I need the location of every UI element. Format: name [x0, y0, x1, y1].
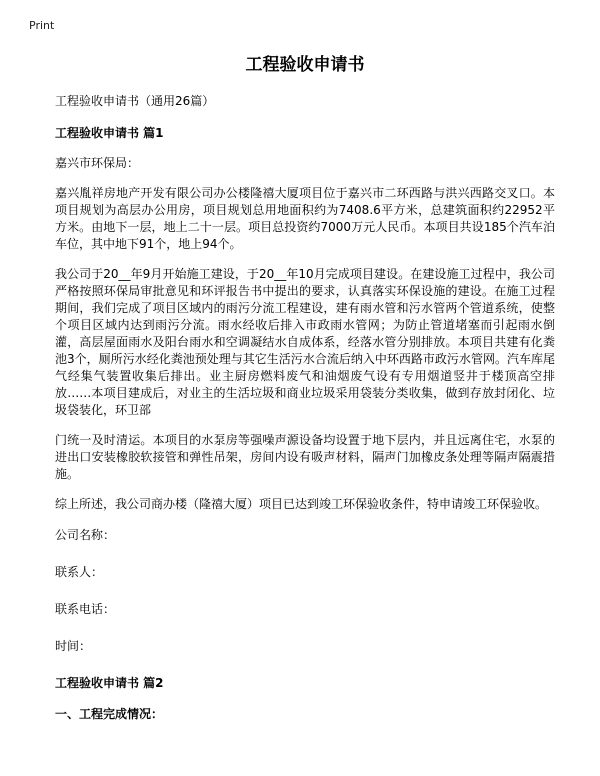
salutation: 嘉兴市环保局：: [55, 156, 140, 170]
date-label: 时间：: [55, 639, 92, 653]
company-name-label: 公司名称：: [55, 528, 116, 542]
document-subtitle: 工程验收申请书（通用26篇）: [55, 94, 215, 108]
print-button[interactable]: Print: [29, 19, 55, 32]
document-page: [55, 50, 555, 722]
paragraph: 综上所述，我公司商办楼（隆禧大厦）项目已达到竣工环保验收条件，特申请竣工环保验收。: [55, 497, 548, 511]
contact-person-label: 联系人：: [55, 565, 104, 579]
page-title: 工程验收申请书: [245, 55, 365, 75]
paragraph: 门统一及时清运。本项目的水泵房等强噪声源设备均设置于地下层内，并且远离住宅，水泵的进出口安装橡胶软接管和弹性吊架，房间内设有吸声材料，隔声门加橡皮条处理等隔声隔震措施。: [55, 433, 555, 481]
paragraph: 嘉兴胤祥房地产开发有限公司办公楼隆禧大厦项目位于嘉兴市二环西路与洪兴西路交叉口。本项目规划为高层办公用房，项目规划总用地面积约为7408.6平方米，总建筑面积约22952平方米。由地下一层，地上二十一层。项目总投资约7000万元人民币。本项目共设185个汽车泊车位，其中地下91个，地上94个。: [55, 186, 555, 251]
section-heading-2: 工程验收申请书 篇2: [55, 676, 164, 690]
paragraph: 我公司于20__年9月开始施工建设，于20__年10月完成项目建设。在建设施工过程中，我公司严格按照环保局审批意见和环评报告书中提出的要求，认真落实环保设施的建设。在施工过程期间，我们完成了项目区域内的雨污分流工程建设，建有雨水管和污水管两个管道系统，使整个项目区域内达到雨污分流。雨水经收后排入市政雨水管网；为防止管道堵塞而引起雨水倒灌，高层屋面雨水及阳台雨水和空调凝结水自成体系，经落水管分别排放。本项目共建有化粪池3个，厕所污水经化粪池预处理与其它生活污水合流后纳入中环西路市政污水管网。汽车库尾气经集气装置收集后排出。业主厨房燃料废气和油烟废气设有专用烟道竖井于楼顶高空排放……本项目建成后，对业主的生活垃圾和商业垃圾采用袋装分类收集，做到存放封闭化、垃圾袋装化，环卫部: [55, 267, 555, 417]
section-heading-1: 工程验收申请书 篇1: [55, 126, 164, 140]
subsection-heading: 一、工程完成情况：: [55, 707, 164, 721]
contact-phone-label: 联系电话：: [55, 602, 116, 616]
